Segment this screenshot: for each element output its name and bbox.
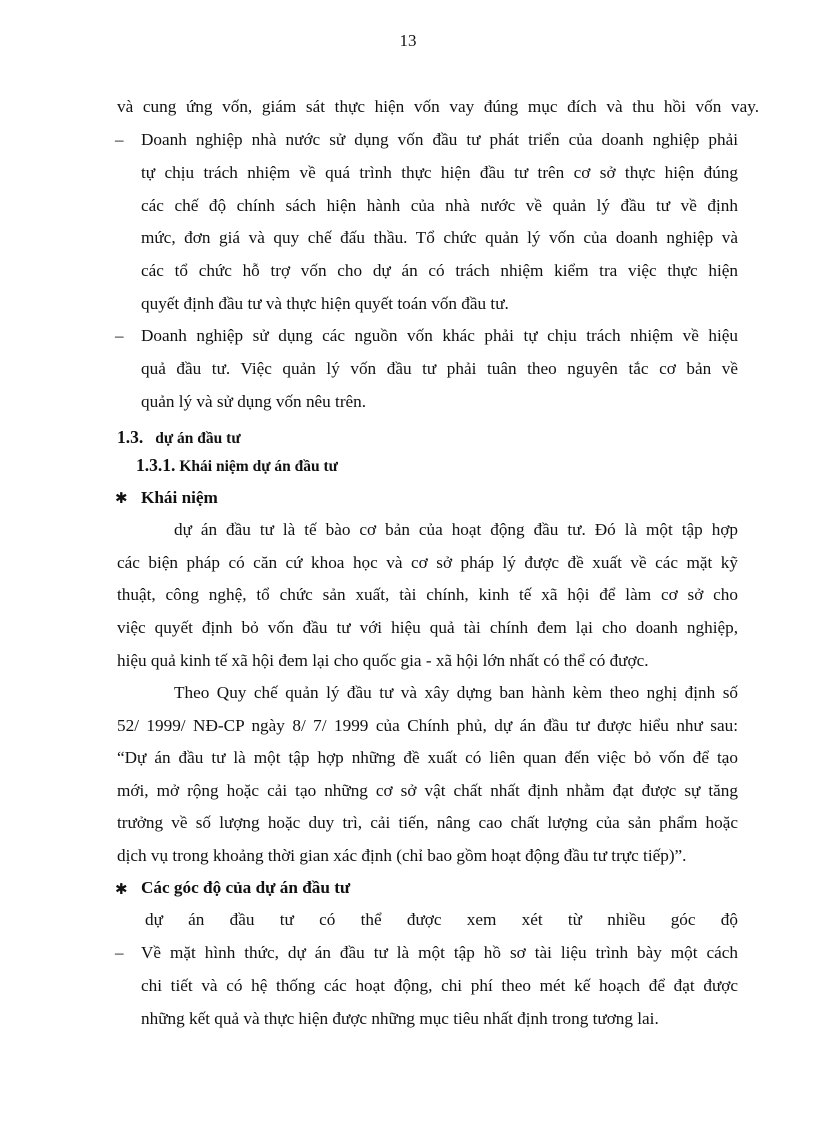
text-line: quản lý và sử dụng vốn nêu trên. (141, 392, 367, 411)
subheading-cac-goc-do: Các góc độ của dự án đầu tư (141, 878, 351, 897)
section-title: Khái niệm dự án đầu tư (179, 458, 338, 475)
text-line: và cung ứng vốn, giám sát thực hiện vốn vay đúng mục đích và thu hồi vốn vay. (117, 97, 759, 116)
text-line: quyết định đầu tư và thực hiện quyết toán vốn đầu tư. (141, 294, 509, 313)
section-heading-1-3-1 (136, 455, 338, 476)
text-line: các chế độ chính sách hiện hành của nhà nước về quản lý đầu tư về định (141, 196, 738, 215)
text-line: mức, đơn giá và quy chế đấu thầu. Tổ chức quản lý vốn của doanh nghiệp và (141, 228, 738, 247)
dash-bullet: – (115, 326, 124, 345)
text-line: Về mặt hình thức, dự án đầu tư là một tập hồ sơ tài liệu trình bày một cách (141, 943, 738, 962)
star-bullet-icon: ✱ (115, 882, 128, 898)
text-line: các biện pháp có căn cứ khoa học và cơ sở pháp lý được đề xuất về các mặt kỹ (117, 553, 738, 572)
text-line: những kết quả và thực hiện được những mục tiêu nhất định trong tương lai. (141, 1009, 659, 1028)
star-bullet-icon: ✱ (115, 491, 128, 507)
text-line: tự chịu trách nhiệm về quá trình thực hiện đầu tư trên cơ sở thực hiện đúng (141, 163, 738, 182)
text-line: dự án đầu tư có thể được xem xét từ nhiều góc độ (145, 910, 738, 929)
section-title: dự án đầu tư (155, 430, 241, 447)
text-line: dự án đầu tư là tế bào cơ bản của hoạt động đầu tư. Đó là một tập hợp (174, 520, 738, 539)
text-line: “Dự án đầu tư là một tập hợp những đề xuất có liên quan đến việc bỏ vốn để tạo (117, 748, 738, 767)
dash-bullet: – (115, 943, 124, 962)
text-line: Doanh nghiệp sử dụng các nguồn vốn khác phải tự chịu trách nhiệm về hiệu (141, 326, 738, 345)
section-number: 1.3. (117, 427, 144, 447)
text-line: quả đầu tư. Việc quản lý vốn đầu tư phải tuân theo nguyên tắc cơ bản về (141, 359, 738, 378)
text-line: việc quyết định bỏ vốn đầu tư với hiệu quả tài chính đem lại cho doanh nghiệp, (117, 618, 738, 637)
text-line: hiệu quả kinh tế xã hội đem lại cho quốc gia - xã hội lớn nhất có thể có được. (117, 651, 649, 670)
text-line: dịch vụ trong khoảng thời gian xác định (chỉ bao gồm hoạt động đầu tư trực tiếp)”. (117, 846, 687, 865)
subheading-khai-niem: Khái niệm (141, 488, 218, 507)
text-line: chi tiết và có hệ thống các hoạt động, chi phí theo mét kế hoạch để đạt được (141, 976, 738, 995)
text-line: trưởng về số lượng hoặc duy trì, cải tiến, nâng cao chất lượng của sản phẩm hoặc (117, 813, 738, 832)
page-number: 13 (399, 31, 417, 50)
dash-bullet: – (115, 130, 124, 149)
text-line: Doanh nghiệp nhà nước sử dụng vốn đầu tư phát triển của doanh nghiệp phải (141, 130, 738, 149)
text-line: 52/ 1999/ NĐ-CP ngày 8/ 7/ 1999 của Chính phủ, dự án đầu tư được hiểu như sau: (117, 716, 738, 735)
section-heading-1-3 (117, 427, 241, 448)
text-line: các tổ chức hỗ trợ vốn cho dự án có trách nhiệm kiểm tra việc thực hiện (141, 261, 738, 280)
text-line: mới, mở rộng hoặc cải tạo những cơ sở vật chất nhất định nhằm đạt được sự tăng (117, 781, 738, 800)
text-line: Theo Quy chế quản lý đầu tư và xây dựng ban hành kèm theo nghị định số (174, 683, 738, 702)
section-number: 1.3.1. (136, 455, 176, 475)
text-line: thuật, công nghệ, tổ chức sản xuất, tài chính, kinh tế xã hội để làm cơ sở cho (117, 585, 738, 604)
